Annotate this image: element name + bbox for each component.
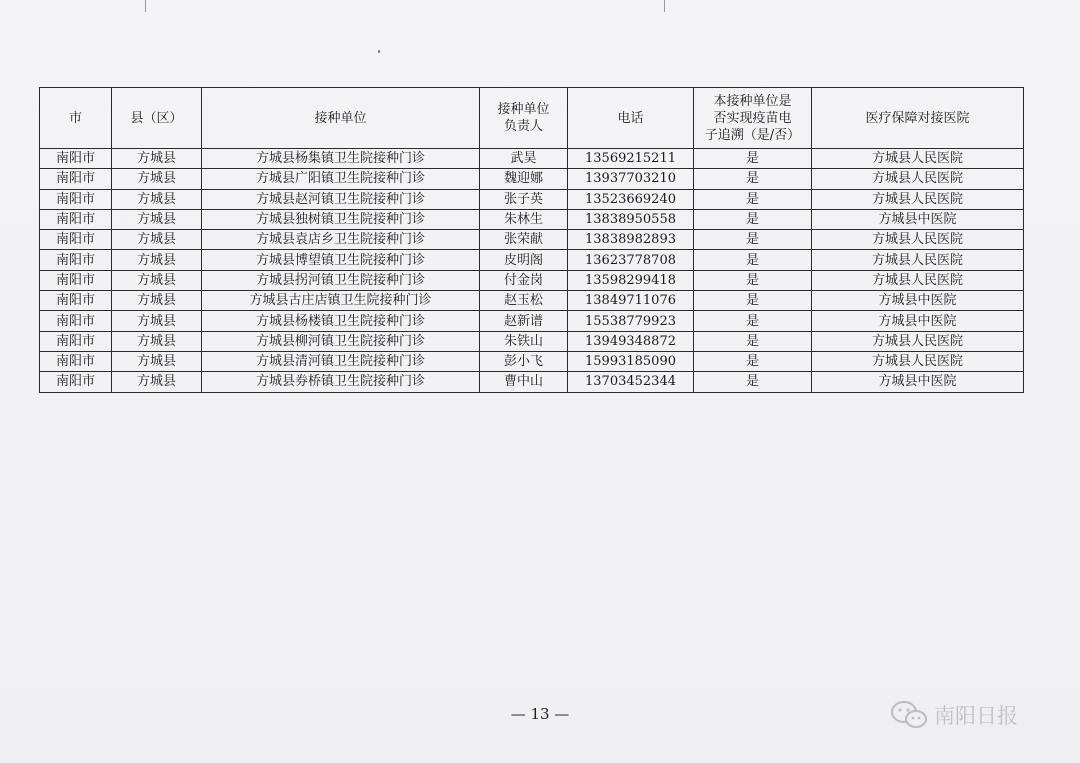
table-cell: 方城县 (112, 351, 202, 371)
table-cell: 南阳市 (40, 149, 112, 169)
table-cell: 方城县中医院 (812, 372, 1024, 392)
table-cell: 方城县人民医院 (812, 250, 1024, 270)
column-header-line: 负责人 (503, 119, 543, 134)
table-cell: 南阳市 (40, 209, 112, 229)
column-header-label (69, 110, 82, 127)
table-cell: 方城县 (112, 311, 202, 331)
column-header-label (497, 101, 549, 135)
watermark-text: 南阳日报 (934, 704, 1018, 728)
table-cell: 南阳市 (40, 270, 112, 290)
table-cell: 13949348872 (568, 331, 694, 351)
column-header (112, 88, 202, 149)
table-cell: 方城县清河镇卫生院接种门诊 (202, 351, 480, 371)
column-header (202, 88, 480, 149)
table-cell: 13703452344 (568, 372, 694, 392)
table-cell: 方城县 (112, 270, 202, 290)
column-header (480, 88, 568, 149)
table-cell: 方城县拐河镇卫生院接种门诊 (202, 270, 480, 290)
column-header-line: 子追溯（是/否） (704, 127, 801, 143)
table-cell: 是 (694, 189, 812, 209)
table-cell: 方城县中医院 (812, 209, 1024, 229)
table-cell: 是 (694, 230, 812, 250)
scan-speck (378, 50, 380, 53)
table-row (40, 209, 1024, 229)
table-cell: 方城县博望镇卫生院接种门诊 (202, 250, 480, 270)
column-header-line: 否实现疫苗电 (713, 110, 792, 126)
table-cell: 朱铁山 (480, 331, 568, 351)
table-cell: 武昊 (480, 149, 568, 169)
column-header-line: 接种单位 (314, 110, 367, 126)
table-cell: 方城县券桥镇卫生院接种门诊 (202, 372, 480, 392)
table-cell: 方城县 (112, 331, 202, 351)
column-header-line: 县（区） (130, 110, 183, 126)
table-row (40, 270, 1024, 290)
table-cell: 赵新谱 (480, 311, 568, 331)
table-cell: 是 (694, 250, 812, 270)
table-cell: 方城县 (112, 149, 202, 169)
table-cell: 13937703210 (568, 169, 694, 189)
table-row (40, 331, 1024, 351)
table-cell: 方城县杨楼镇卫生院接种门诊 (202, 311, 480, 331)
column-header-line: 接种单位 (497, 102, 550, 117)
table-cell: 南阳市 (40, 291, 112, 311)
table-row (40, 351, 1024, 371)
table-cell: 方城县人民医院 (812, 149, 1024, 169)
column-header-label (130, 110, 182, 127)
table-cell: 张荣献 (480, 230, 568, 250)
table-cell: 是 (694, 291, 812, 311)
table-cell: 是 (694, 372, 812, 392)
column-header-label (617, 110, 643, 127)
table-cell: 方城县 (112, 291, 202, 311)
column-header (694, 88, 812, 149)
table-cell: 是 (694, 209, 812, 229)
table-cell: 南阳市 (40, 331, 112, 351)
table-row (40, 250, 1024, 270)
column-header (568, 88, 694, 149)
table-cell: 方城县 (112, 372, 202, 392)
table-row (40, 169, 1024, 189)
table-cell: 方城县中医院 (812, 311, 1024, 331)
table-cell: 13838950558 (568, 209, 694, 229)
table-row (40, 372, 1024, 392)
column-header (812, 88, 1024, 149)
wechat-icon (890, 700, 928, 730)
table-cell: 方城县赵河镇卫生院接种门诊 (202, 189, 480, 209)
table-cell: 方城县广阳镇卫生院接种门诊 (202, 169, 480, 189)
table-cell: 方城县人民医院 (812, 351, 1024, 371)
table-cell: 是 (694, 169, 812, 189)
newspaper-watermark (890, 700, 1018, 730)
table-cell: 方城县 (112, 169, 202, 189)
table-cell: 南阳市 (40, 230, 112, 250)
table-cell: 方城县袁店乡卫生院接种门诊 (202, 230, 480, 250)
table-row (40, 189, 1024, 209)
table-cell: 方城县独树镇卫生院接种门诊 (202, 209, 480, 229)
scan-edge-mark (145, 0, 146, 12)
table-cell: 张子英 (480, 189, 568, 209)
column-header-line: 本接种单位是 (713, 93, 792, 109)
table-cell: 方城县 (112, 230, 202, 250)
table-body (40, 149, 1024, 393)
table-header-row (40, 88, 1024, 149)
column-header-line: 市 (68, 110, 82, 126)
table-row (40, 149, 1024, 169)
column-header-line: 电话 (617, 110, 644, 126)
column-header-line: 医疗保障对接医院 (865, 110, 970, 126)
table-cell: 是 (694, 270, 812, 290)
table-cell: 15993185090 (568, 351, 694, 371)
table-cell: 15538779923 (568, 311, 694, 331)
table-cell: 皮明阁 (480, 250, 568, 270)
table-cell: 朱林生 (480, 209, 568, 229)
table-cell: 方城县 (112, 209, 202, 229)
table-cell: 13623778708 (568, 250, 694, 270)
table-cell: 13523669240 (568, 189, 694, 209)
column-header-label (314, 110, 366, 127)
table-cell: 方城县人民医院 (812, 189, 1024, 209)
table-cell: 方城县人民医院 (812, 270, 1024, 290)
scan-edge-mark (664, 0, 665, 12)
table-cell: 是 (694, 311, 812, 331)
table-cell: 方城县中医院 (812, 291, 1024, 311)
table-cell: 南阳市 (40, 189, 112, 209)
table-cell: 曹中山 (480, 372, 568, 392)
column-header (40, 88, 112, 149)
table-cell: 13849711076 (568, 291, 694, 311)
table-cell: 付金岗 (480, 270, 568, 290)
table-cell: 方城县 (112, 250, 202, 270)
table-cell: 方城县 (112, 189, 202, 209)
table-cell: 南阳市 (40, 169, 112, 189)
table-cell: 是 (694, 331, 812, 351)
table-cell: 赵玉松 (480, 291, 568, 311)
table-cell: 南阳市 (40, 311, 112, 331)
table-cell: 魏迎娜 (480, 169, 568, 189)
table-row (40, 230, 1024, 250)
table-cell: 13598299418 (568, 270, 694, 290)
table-cell: 13569215211 (568, 149, 694, 169)
column-header-label (865, 110, 969, 127)
table-cell: 方城县人民医院 (812, 331, 1024, 351)
table-cell: 方城县柳河镇卫生院接种门诊 (202, 331, 480, 351)
table-cell: 是 (694, 351, 812, 371)
table-cell: 方城县人民医院 (812, 169, 1024, 189)
table-cell: 方城县古庄店镇卫生院接种门诊 (202, 291, 480, 311)
column-header-label (705, 93, 800, 144)
table-cell: 13838982893 (568, 230, 694, 250)
table-cell: 南阳市 (40, 351, 112, 371)
table-cell: 是 (694, 149, 812, 169)
table-row (40, 311, 1024, 331)
table-row (40, 291, 1024, 311)
vaccination-site-table (39, 87, 1024, 393)
table-cell: 南阳市 (40, 372, 112, 392)
table-cell: 南阳市 (40, 250, 112, 270)
page-number: — 13 — (510, 705, 570, 723)
table-cell: 方城县杨集镇卫生院接种门诊 (202, 149, 480, 169)
table-cell: 方城县人民医院 (812, 230, 1024, 250)
table-cell: 彭小飞 (480, 351, 568, 371)
